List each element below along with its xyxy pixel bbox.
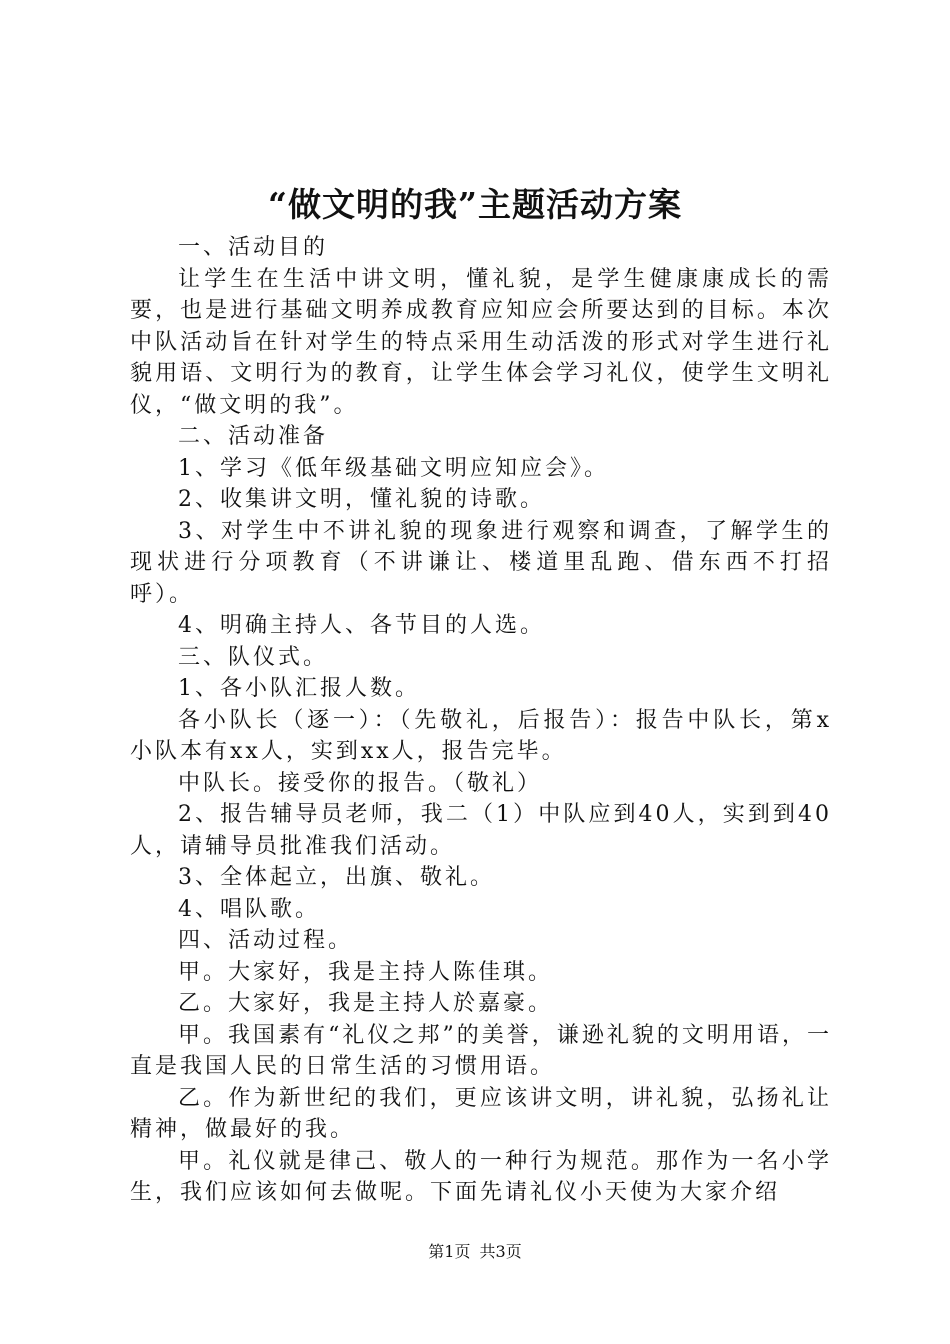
paragraph: 3、全体起立，出旗、敬礼。 (178, 865, 495, 890)
page-total: 共3页 (479, 1242, 522, 1261)
paragraph: 各小队长（逐一）：（先敬礼，后报告）：报告中队长，第x小队本有xx人，实到xx人，报告完毕。 (130, 707, 832, 764)
paragraph: 让学生在生活中讲文明，懂礼貌，是学生健康康成长的需要，也是进行基础文明养成教育应知应会所要达到的目标。本次中队活动旨在针对学生的特点采用生动活泼的形式对学生进行礼貌用语、文明行为的教育，让学生体会学习礼仪，使学生文明礼仪，“做文明的我”。 (130, 266, 832, 418)
document-title: “做文明的我”主题活动方案 (268, 185, 682, 224)
paragraph: 1、学习《低年级基础文明应知应会》。 (178, 455, 609, 481)
page-footer (0, 1242, 950, 1262)
paragraph: 甲。我国素有“礼仪之邦”的美誉，谦逊礼貌的文明用语，一直是我国人民的日常生活的习惯用语。 (130, 1022, 832, 1079)
paragraph: 1、各小队汇报人数。 (178, 676, 420, 701)
paragraph: 一、活动目的 (178, 235, 329, 260)
paragraph: 三、队仪式。 (178, 644, 329, 670)
paragraph: 甲。大家好，我是主持人陈佳琪。 (178, 959, 554, 985)
paragraph: 4、唱队歌。 (178, 896, 320, 922)
paragraph: 四、活动过程。 (178, 928, 354, 953)
paragraph: 乙。作为新世纪的我们，更应该讲文明，讲礼貌，弘扬礼让精神，做最好的我。 (130, 1085, 832, 1142)
paragraph: 2、报告辅导员老师，我二（1）中队应到40人，实到到40人，请辅导员批准我们活动。 (130, 802, 832, 859)
paragraph: 4、明确主持人、各节目的人选。 (178, 613, 545, 638)
paragraph: 3、对学生中不讲礼貌的现象进行观察和调查，了解学生的现状进行分项教育（不讲谦让、楼道里乱跑、借东西不打招呼）。 (130, 518, 832, 607)
document-body (130, 232, 832, 1209)
paragraph: 2、收集讲文明，懂礼貌的诗歌。 (178, 487, 545, 512)
paragraph: 二、活动准备 (178, 424, 329, 449)
page-number: 第1页 (428, 1242, 471, 1261)
paragraph: 中队长。接受你的报告。（敬礼） (178, 770, 543, 796)
paragraph: 乙。大家好，我是主持人於嘉豪。 (178, 991, 554, 1016)
paragraph: 甲。礼仪就是律己、敬人的一种行为规范。那作为一名小学生，我们应该如何去做呢。下面先请礼仪小天使为大家介绍 (130, 1148, 832, 1205)
